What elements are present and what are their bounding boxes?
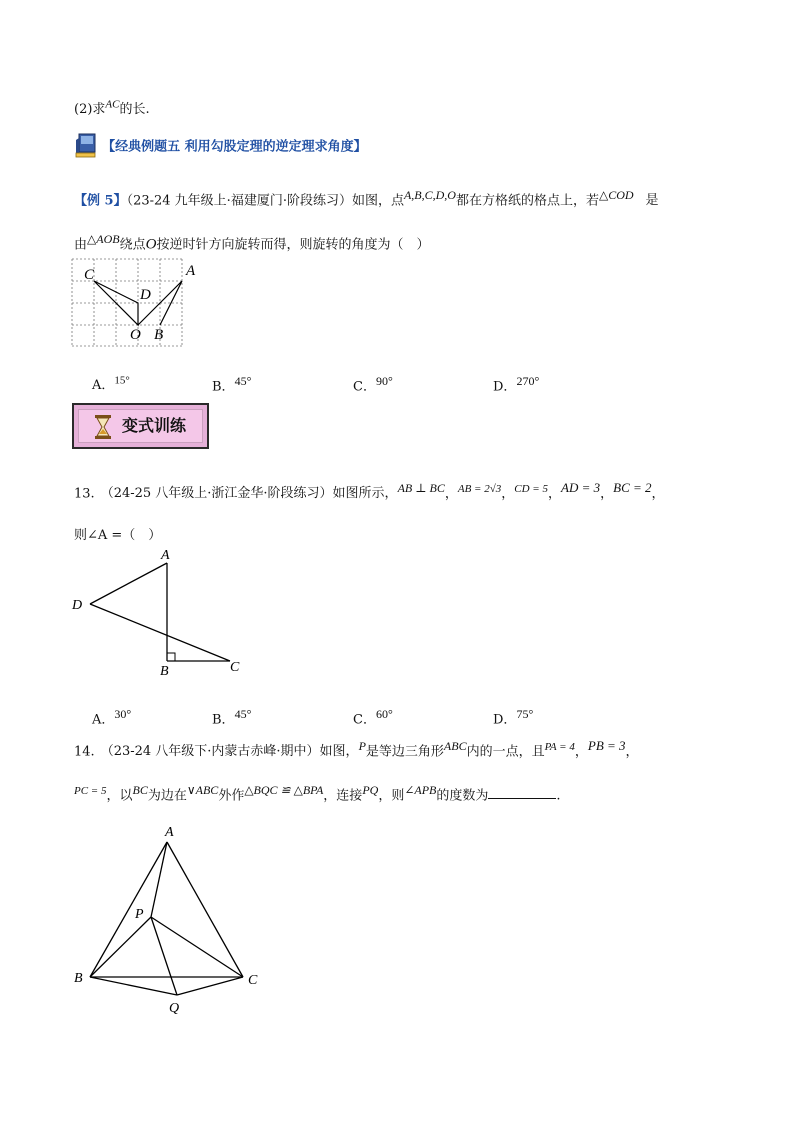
example5-option-a[interactable]: A．$^{15^\circ}$ (92, 374, 130, 393)
label-d: D (72, 598, 83, 613)
example5-line1: 【例 5】（23-24 九年级上·福建厦门·阶段练习）如图，点$^{A,B,C,D,O}$都在方格纸的格点上，若$^{\triangle COD}$ 是 (74, 188, 659, 209)
example5-option-c[interactable]: C．90° (353, 374, 393, 395)
label-a: A (186, 263, 196, 279)
q14-line1: 14. （23-24 八年级下·内蒙古赤峰·期中）如图，$^P$是等边三角形$^{ABC}$内的一点，且$^{PA = 4}$，$^{PB = 3}$， (74, 738, 639, 760)
q13-line2: 则∠A =（ ） (74, 528, 162, 543)
label-b: B (74, 971, 83, 986)
q13-option-a[interactable]: A．30° (92, 707, 132, 728)
example-tag: 【例 5】 (74, 193, 127, 209)
example5-line2: 由$^{\triangle AOB}$绕点O按逆时针方向旋转而得，则旋转的角度为（ ） (74, 232, 430, 253)
label-c: C (248, 973, 258, 988)
q13-option-b[interactable]: B．45° (212, 707, 252, 728)
example5-option-d[interactable]: D．270° (493, 374, 540, 395)
label-q: Q (169, 1001, 180, 1016)
question-part-2: (2)求$^{AC}$的长. (74, 98, 150, 117)
q14-triangle-figure (66, 818, 276, 1028)
example5-option-b[interactable]: B．45° (212, 374, 252, 395)
label-b: B (160, 664, 169, 679)
section-header (74, 132, 367, 158)
label-a: A (165, 825, 174, 840)
label-o: O (130, 327, 141, 343)
q13-option-d[interactable]: D．75° (493, 707, 534, 728)
badge-label: 变式训练 (122, 416, 187, 435)
practice-badge (72, 403, 209, 449)
label-a: A (161, 548, 170, 563)
rotation-grid-figure (66, 255, 196, 351)
q13-option-c[interactable]: C．60° (353, 707, 393, 728)
answer-blank[interactable] (488, 786, 556, 799)
label-c: C (230, 660, 240, 675)
book-icon (74, 132, 98, 158)
label-b: B (154, 327, 164, 343)
label-d: D (140, 287, 151, 303)
q14-line2: $^{PC = 5}$，以$^{BC}$为边在$^{\vee ABC}$外作$^{\triangle BQC ≌ \triangle BPA}$，连接$^{PQ}$，则$^{\angle APB}$的度数为 . (74, 783, 561, 804)
q13-line1: 13. （24-25 八年级上·浙江金华·阶段练习）如图所示，$^{AB \perp BC}$，$^{AB = 2√3}$，$^{CD = 5}$，$^{AD = 3}$，$^{BC = 2}$， (74, 480, 665, 502)
label-p: P (135, 907, 144, 922)
section-title: 【经典例题五 利用勾股定理的逆定理求角度】 (102, 139, 367, 155)
label-c: C (84, 267, 95, 283)
hourglass-icon (94, 414, 112, 440)
q13-triangle-figure (66, 545, 256, 680)
